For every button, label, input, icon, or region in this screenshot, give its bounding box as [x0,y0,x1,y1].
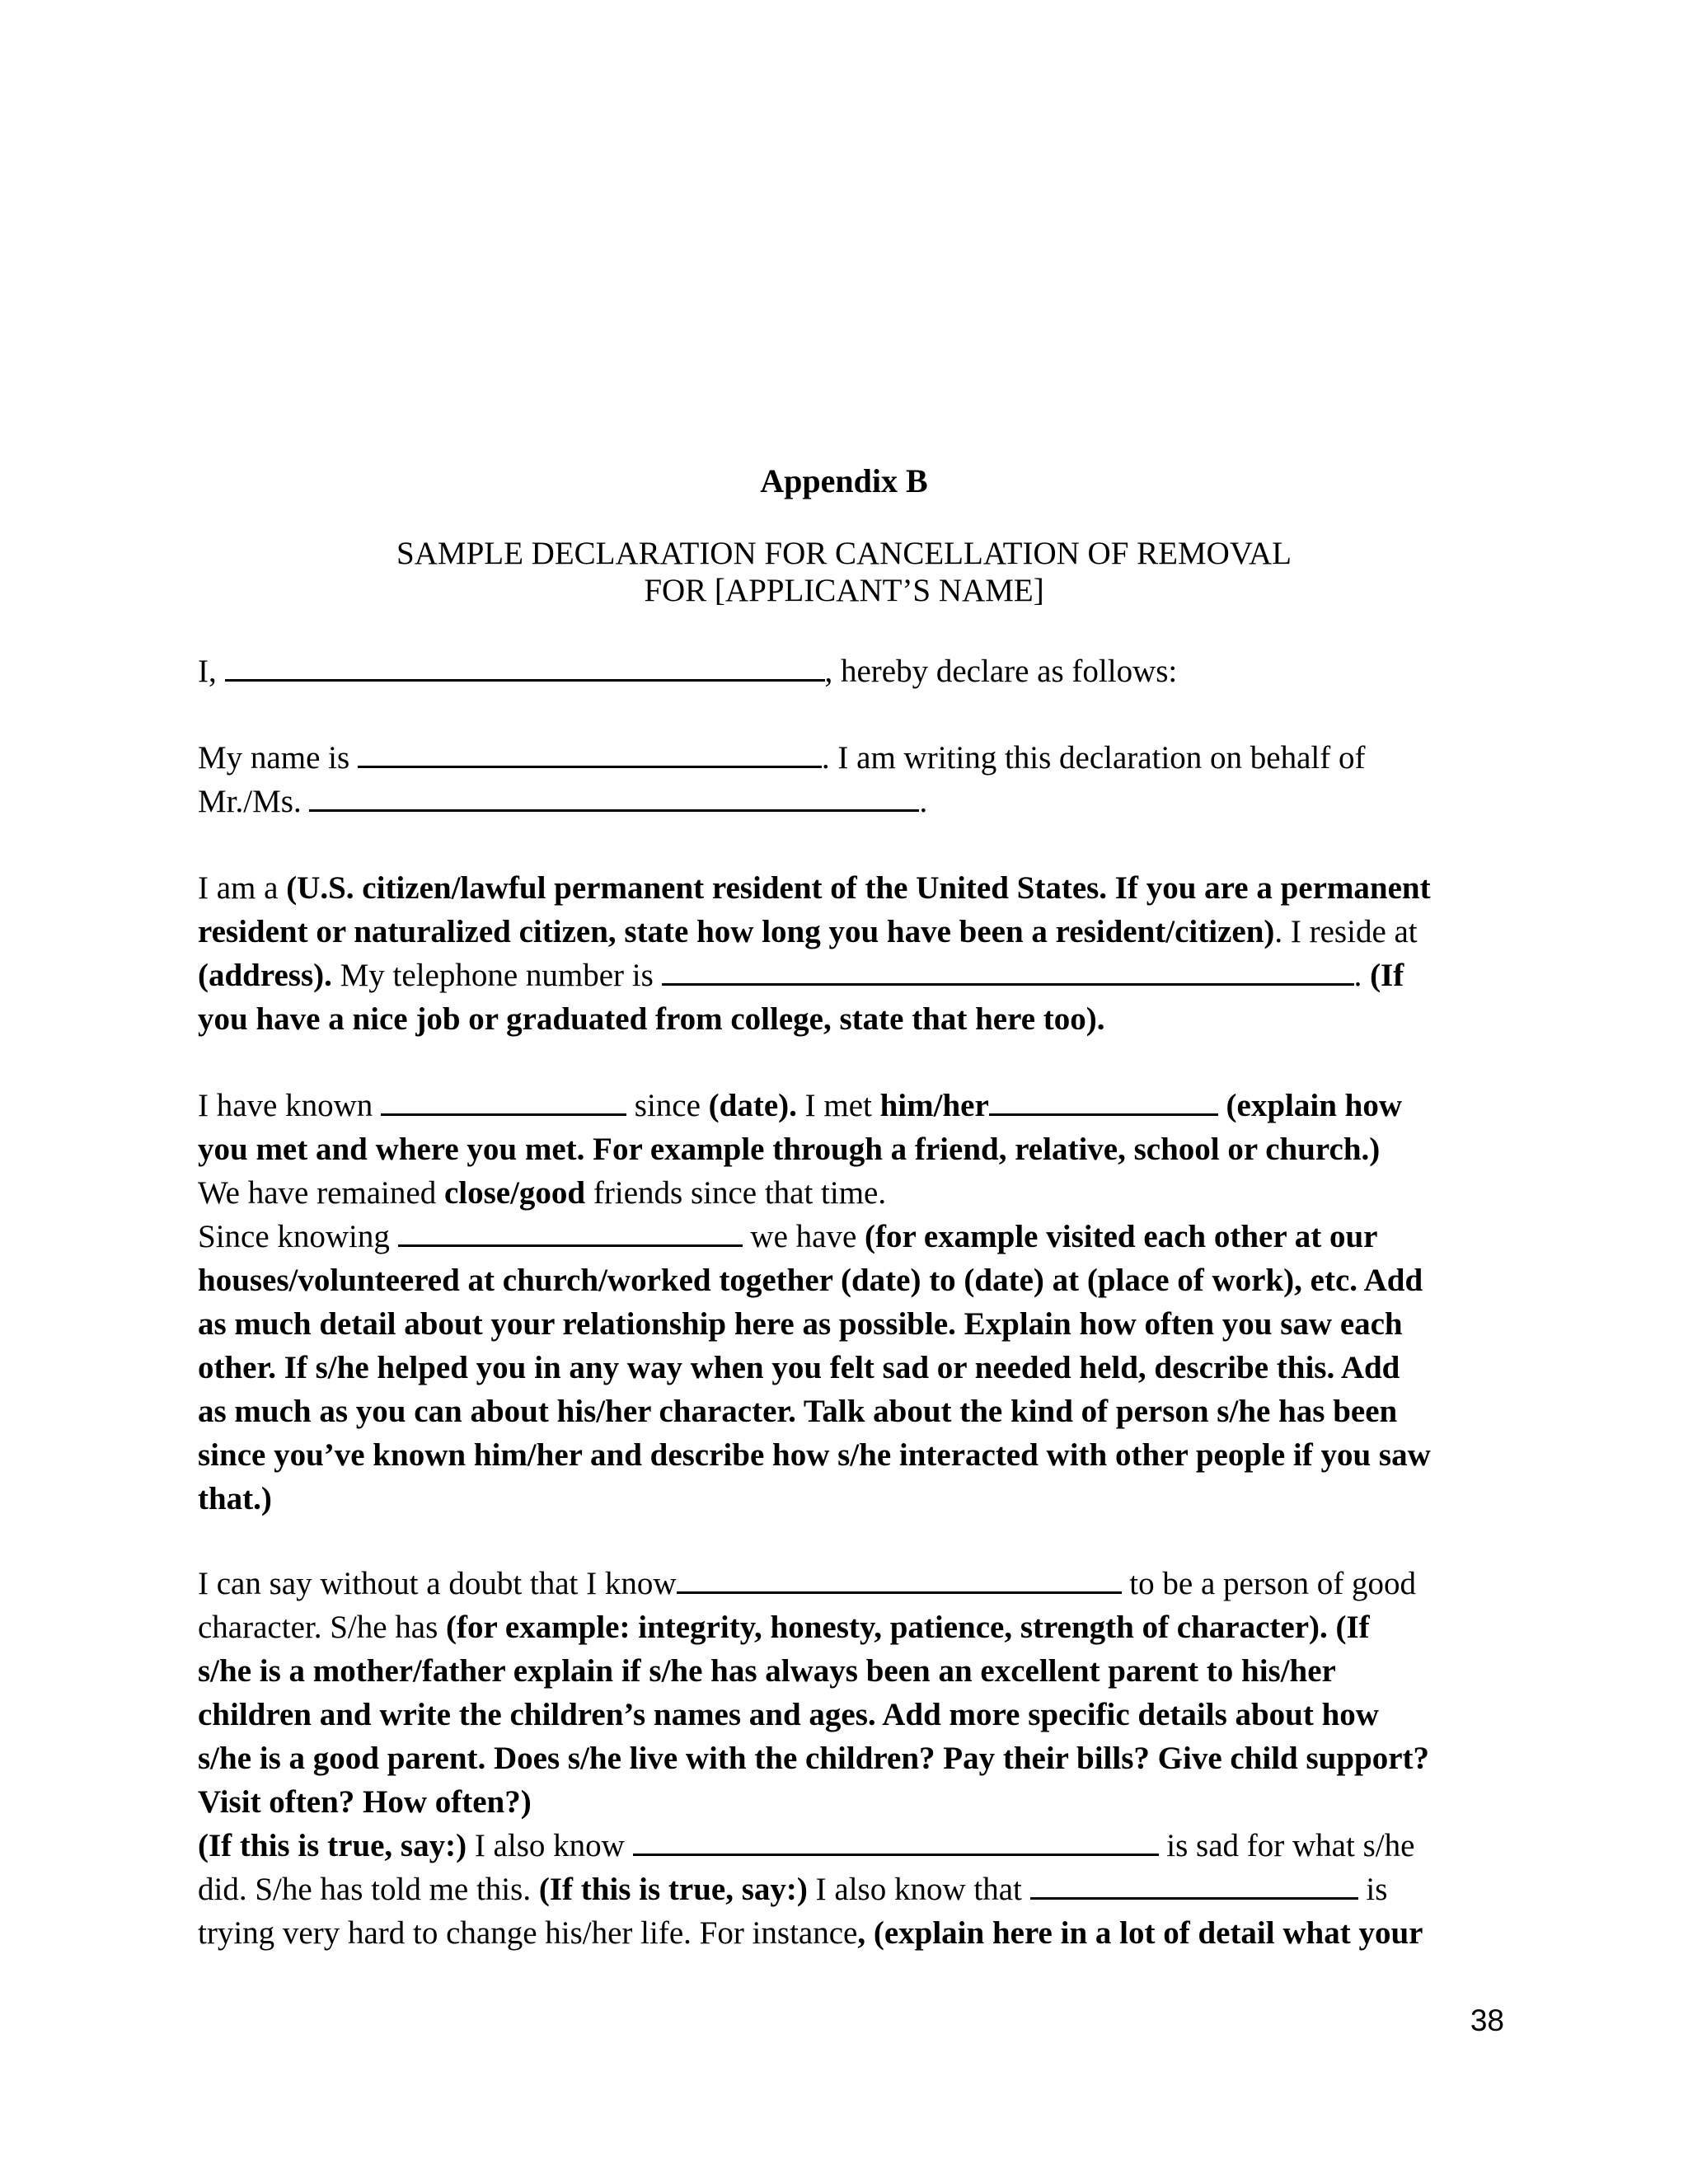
bold-run: (U.S. citizen/lawful permanent resident of the United States. If you are a permanent [286,870,1431,906]
relationship-paragraph [198,1084,1484,1521]
bold-run: since you’ve known him/her and describe how s/he interacted with other people if you saw [198,1437,1431,1473]
paragraph-line [198,1433,1484,1477]
text-run: is sad for what s/he [1158,1828,1415,1863]
text-run: . I am writing this declaration on behalf of [821,740,1366,776]
telephone-blank [662,954,1354,986]
paragraph-line [198,1171,1484,1215]
text-run: I also know [467,1828,633,1863]
bold-run: (for example visited each other at our [865,1219,1378,1254]
text-run: Since knowing [198,1219,398,1254]
paragraph-line [198,780,1484,823]
met-blank [989,1084,1218,1116]
paragraph-line [198,1693,1484,1736]
paragraph-line [198,1084,1484,1127]
bold-run: you have a nice job or graduated from college, state that here too). [198,1001,1105,1037]
paragraph-line [198,997,1484,1041]
bold-run: (If this is true, say:) [198,1828,467,1863]
bold-run: , (explain here in a lot of detail what your [857,1915,1423,1951]
known-person-blank [381,1084,626,1116]
paragraph-line [198,1562,1484,1605]
paragraph-line [198,910,1484,954]
bold-run: you met and where you met. For example through a friend, relative, school or church.) [198,1132,1381,1167]
writer-name-blank [358,736,822,768]
applicant-name-blank [309,780,919,812]
bold-run: (address). [198,958,332,993]
status-paragraph [198,866,1484,1041]
text-run: My telephone number is [331,958,662,993]
bold-run: (If this is true, say:) [538,1872,808,1907]
text-run: I met [796,1088,880,1123]
paragraph-line [198,954,1484,997]
subtitle-line-2: FOR [APPLICANT’S NAME] [644,573,1044,608]
subtitle-line-1: SAMPLE DECLARATION FOR CANCELLATION OF REMOVAL [396,536,1292,571]
text-run: . [919,784,928,819]
character-paragraph [198,1562,1484,1955]
name-paragraph [198,736,1484,823]
appendix-title: Appendix B [760,462,928,499]
bold-run: children and write the children’s names and ages. Add more specific details about how [198,1697,1379,1732]
text-run: since [626,1088,709,1123]
text-run: I can say without a doubt that I know [198,1566,677,1601]
text-run: is [1357,1872,1388,1907]
text-run: trying very hard to change his/her life. For instance [198,1915,858,1951]
bold-run: houses/volunteered at church/worked together (date) to (date) at (place of work), etc. Add [198,1263,1423,1298]
bold-run: resident or naturalized citizen, state how long you have been a resident/citizen) [198,914,1275,949]
page-number: 38 [1470,2004,1504,2037]
text-run: friends since that time. [585,1175,887,1211]
text-run: did. S/he has told me this. [198,1872,539,1907]
since-knowing-blank [398,1215,743,1247]
paragraph-line [198,1477,1484,1521]
paragraph-line [198,1302,1484,1346]
text-run: , hereby declare as follows: [824,654,1178,689]
paragraph-line [198,1736,1484,1780]
text-run: we have [742,1219,865,1254]
text-run: to be a person of good [1121,1566,1416,1601]
sad-person-blank [633,1824,1159,1856]
bold-run: as much detail about your relationship here as possible. Explain how often you saw each [198,1306,1403,1342]
text-run: . [1353,958,1371,993]
paragraph-line [198,1780,1484,1824]
text-run: My name is [198,740,358,776]
declaration-subtitle [0,535,1688,609]
paragraph-line [198,1911,1484,1955]
bold-run: other. If s/he helped you in any way when you felt sad or needed held, describe this. Add [198,1350,1400,1385]
paragraph-line [198,1824,1484,1868]
text-run: We have remained [198,1175,444,1211]
bold-run: s/he is a good parent. Does s/he live with the children? Pay their bills? Give child support? [198,1741,1430,1776]
text-run: . I reside at [1274,914,1418,949]
text-run: I also know that [807,1872,1030,1907]
text-run: Mr./Ms. [198,784,310,819]
paragraph-line [198,1649,1484,1693]
declarant-paragraph [198,649,1484,693]
bold-run: him/her [879,1088,989,1123]
bold-run: that.) [198,1481,272,1516]
text-run: I, [198,654,225,689]
text-run: I am a [198,870,287,906]
bold-run: as much as you can about his/her character. Talk about the kind of person s/he has been [198,1394,1398,1429]
paragraph-line [198,1258,1484,1302]
declarant-name-blank [225,649,825,682]
paragraph-line [198,1127,1484,1171]
bold-run: (explain how [1217,1088,1402,1123]
paragraph-line [198,1605,1484,1649]
bold-run: (If [1370,958,1404,993]
bold-run: (for example: integrity, honesty, patience, strength of character). (If [446,1610,1370,1645]
paragraph-line [198,1868,1484,1911]
good-character-blank [677,1562,1122,1594]
paragraph-line [198,866,1484,910]
paragraph-line [198,1346,1484,1390]
paragraph-line [198,1215,1484,1258]
bold-run: close/good [443,1175,586,1211]
text-run: character. S/he has [198,1610,447,1645]
declarant-line [198,649,1484,693]
bold-run: s/he is a mother/father explain if s/he has always been an excellent parent to his/her [198,1653,1336,1689]
bold-run: Visit often? How often?) [198,1784,532,1820]
bold-run: (date). [708,1088,797,1123]
paragraph-line [198,1390,1484,1433]
paragraph-line [198,736,1484,780]
changing-person-blank [1030,1868,1358,1900]
text-run: I have known [198,1088,382,1123]
